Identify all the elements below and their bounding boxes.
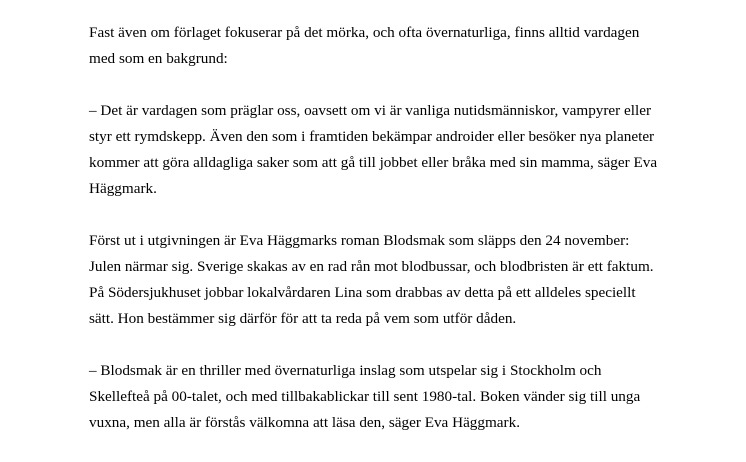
paragraph-quote-thriller (89, 358, 689, 436)
text-line: sätt. Hon bestämmer sig därför för att ta reda på vem som utför dåden. (89, 310, 517, 327)
paragraph-blodsmak-release (89, 228, 689, 332)
text-line: Först ut i utgivningen är Eva Häggmarks roman Blodsmak som släpps den 24 november: (89, 232, 630, 249)
text-line: vuxna, men alla är förstås välkomna att läsa den, säger Eva Häggmark. (89, 414, 520, 431)
text-line: med som en bakgrund: (89, 50, 228, 67)
paragraph-intro (89, 20, 689, 72)
text-line: På Södersjukhuset jobbar lokalvårdaren Lina som drabbas av detta på ett alldeles speciellt (89, 284, 636, 301)
text-line: Häggmark. (89, 180, 157, 197)
document-body (89, 20, 689, 462)
text-line: styr ett rymdskepp. Även den som i framtiden bekämpar androider eller besöker nya planeter (89, 128, 655, 145)
text-line: – Det är vardagen som präglar oss, oavsett om vi är vanliga nutidsmänniskor, vampyrer eller (89, 102, 652, 119)
text-line: Skellefteå på 00-talet, och med tillbakablickar till sent 1980-tal. Boken vänder sig till unga (89, 388, 641, 405)
text-line: kommer att göra alldagliga saker som att gå till jobbet eller bråka med sin mamma, säger Eva (89, 154, 658, 171)
paragraph-quote-everyday (89, 98, 689, 202)
text-line: Fast även om förlaget fokuserar på det mörka, och ofta övernaturliga, finns alltid vardagen (89, 24, 640, 41)
text-line: – Blodsmak är en thriller med övernaturliga inslag som utspelar sig i Stockholm och (89, 362, 602, 379)
text-line: Julen närmar sig. Sverige skakas av en rad rån mot blodbussar, och blodbristen är ett faktum. (89, 258, 654, 275)
